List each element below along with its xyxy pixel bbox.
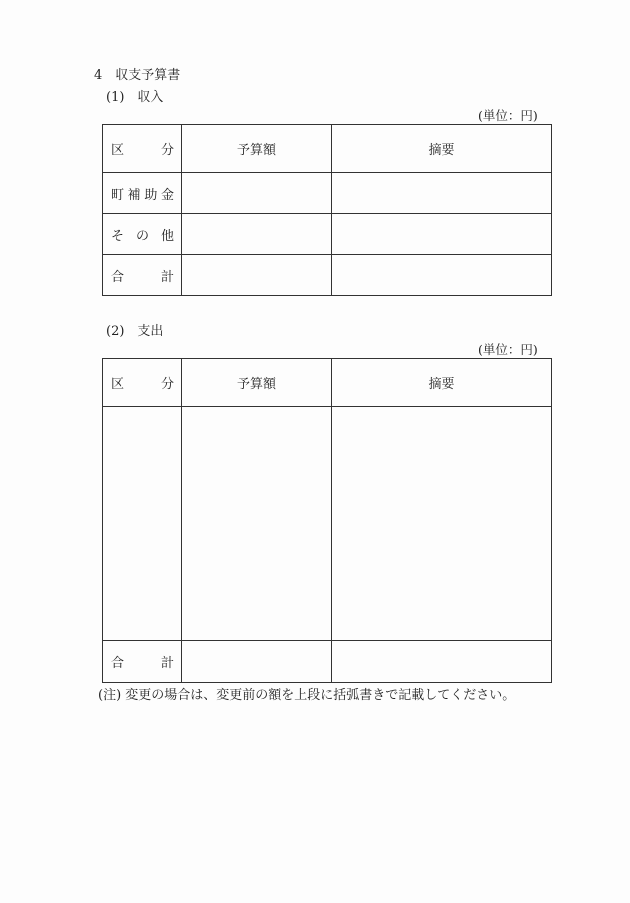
- category-char: 町: [111, 187, 125, 203]
- category-char: 金: [160, 187, 174, 203]
- income-header-row: [103, 125, 552, 173]
- category-char: 合: [111, 269, 125, 285]
- income-row-category: [103, 255, 182, 296]
- income-row-category: [103, 214, 182, 255]
- expense-total-amount-cell[interactable]: [182, 641, 332, 683]
- expense-header-summary: 摘要: [332, 359, 552, 407]
- income-row-summary-cell[interactable]: [332, 173, 552, 214]
- category-char: 計: [160, 656, 174, 671]
- income-row-amount-cell[interactable]: [182, 214, 332, 255]
- footnote: (注) 変更の場合は、変更前の額を上段に括弧書きで記載してください。: [98, 688, 516, 703]
- income-unit-label: (単位：円): [478, 108, 538, 123]
- category-char: そ: [111, 228, 125, 244]
- income-header-category: [103, 125, 182, 173]
- table-row: [103, 255, 552, 296]
- section-title: 4 収支予算書: [94, 68, 181, 83]
- expense-table: [102, 358, 552, 683]
- expense-total-category: [103, 641, 182, 683]
- category-char: 計: [160, 269, 174, 285]
- income-table: [102, 124, 552, 296]
- expense-subtitle: (2) 支出: [106, 324, 164, 339]
- income-header-summary: 摘要: [332, 125, 552, 173]
- income-subtitle: (1) 収入: [106, 90, 164, 105]
- category-char: 合: [111, 656, 125, 671]
- table-row: [103, 407, 552, 641]
- expense-total-summary-cell[interactable]: [332, 641, 552, 683]
- category-char: 助: [144, 187, 158, 203]
- table-row: [103, 173, 552, 214]
- income-row-summary-cell[interactable]: [332, 255, 552, 296]
- expense-unit-label: (単位：円): [478, 342, 538, 357]
- income-header-category-char: 区: [111, 143, 125, 158]
- expense-body-summary-cell[interactable]: [332, 407, 552, 641]
- expense-body-amount-cell[interactable]: [182, 407, 332, 641]
- expense-header-category-char: 分: [160, 377, 174, 392]
- income-header-amount: 予算額: [182, 125, 332, 173]
- income-row-amount-cell[interactable]: [182, 255, 332, 296]
- category-char: 他: [160, 228, 174, 244]
- table-row: [103, 641, 552, 683]
- expense-header-row: [103, 359, 552, 407]
- expense-body-category-cell[interactable]: [103, 407, 182, 641]
- income-row-summary-cell[interactable]: [332, 214, 552, 255]
- expense-header-amount: 予算額: [182, 359, 332, 407]
- expense-header-category: [103, 359, 182, 407]
- category-char: 補: [127, 187, 141, 203]
- income-row-amount-cell[interactable]: [182, 173, 332, 214]
- expense-header-category-char: 区: [111, 377, 125, 392]
- category-char: の: [135, 228, 149, 244]
- income-row-category: [103, 173, 182, 214]
- table-row: [103, 214, 552, 255]
- income-header-category-char: 分: [160, 143, 174, 158]
